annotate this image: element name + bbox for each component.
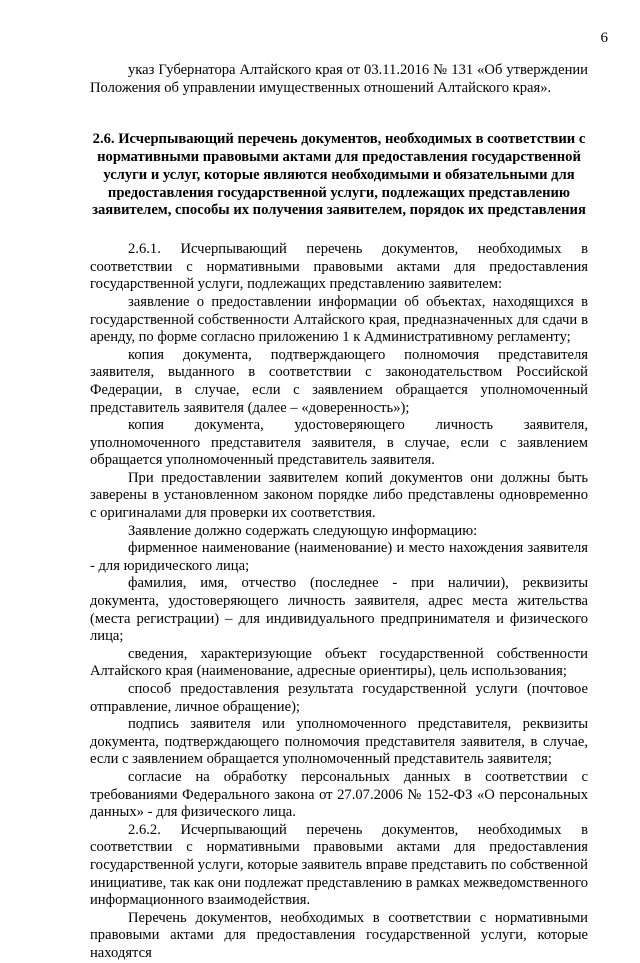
paragraph-documents-list: Перечень документов, необходимых в соответствии с нормативными правовыми актами для предоставления государственной услуги, которые находятся <box>90 909 588 961</box>
page-number: 6 <box>600 30 608 46</box>
list-item-personal-details: фамилия, имя, отчество (последнее - при наличии), реквизиты документа, удостоверяющего личность заявителя, адрес места жительства (места регистрации) – для индивидуального предпринимателя и физического лица; <box>90 575 588 645</box>
list-item-data-consent: согласие на обработку персональных данных в соответствии с требованиями Федерального закона от 27.07.2006 № 152-ФЗ «О персональных данных» - для физического лица. <box>90 768 588 821</box>
page-content <box>90 62 588 963</box>
paragraph-2-6-2: 2.6.2. Исчерпывающий перечень документов, необходимых в соответствии с нормативными правовыми актами для предоставления государственной услуги, которые заявитель вправе представить по собственной инициативе, так как они подлежат представлению в рамках межведомственного информационного взаимодействия. <box>90 821 588 909</box>
paragraph-application-contents: Заявление должно содержать следующую информацию: <box>128 522 478 539</box>
list-item-identity-document: копия документа, удостоверяющего личность заявителя, уполномоченного представителя заявителя, в случае, если с заявлением обращается уполномоченный представитель заявителя. <box>90 417 588 469</box>
list-item-company-name: фирменное наименование (наименование) и место нахождения заявителя - для юридического лица; <box>90 540 588 574</box>
paragraph-copies-certification: При предоставлении заявителем копий документов они должны быть заверены в установленном законом порядке либо представлены одновременно с оригиналами для проверки их соответствия. <box>90 469 588 522</box>
list-item-application: заявление о предоставлении информации об объектах, находящихся в государственной собственности Алтайского края, предназначенных для сдачи в аренду, по форме согласно приложению 1 к Административному регламенту; <box>90 293 588 346</box>
intro-paragraph: указ Губернатора Алтайского края от 03.11.2016 № 131 «Об утверждении Положения об управлении имущественных отношений Алтайского края». <box>90 62 588 96</box>
list-item-object-info: сведения, характеризующие объект государственной собственности Алтайского края (наименование, адресные ориентиры), цель использования; <box>90 645 588 680</box>
list-item-delivery-method: способ предоставления результата государственной услуги (почтовое отправление, личное обращение); <box>90 681 588 715</box>
paragraph-2-6-1: 2.6.1. Исчерпывающий перечень документов, необходимых в соответствии с нормативными правовыми актами для предоставления государственной услуги, подлежащих представлению заявителем: <box>90 241 588 293</box>
list-item-power-of-attorney: копия документа, подтверждающего полномочия представителя заявителя, выданного в соответствии с законодательством Российской Федерации, в случае, если с заявлением обращается уполномоченный представитель заявителя (далее – «доверенность»); <box>90 346 588 416</box>
list-item-signature: подпись заявителя или уполномоченного представителя, реквизиты документа, подтверждающего полномочия представителя заявителя, в случае, если с заявлением обращается уполномоченный представитель заявителя; <box>90 716 588 768</box>
section-heading: 2.6. Исчерпывающий перечень документов, необходимых в соответствии с нормативными правовыми актами для предоставления государственной услуги и услуг, которые являются необходимыми и обязательными для предоставления государственной услуги, подлежащих представлению заявителем, способы их получения заявителем, порядок их представления <box>92 131 586 219</box>
